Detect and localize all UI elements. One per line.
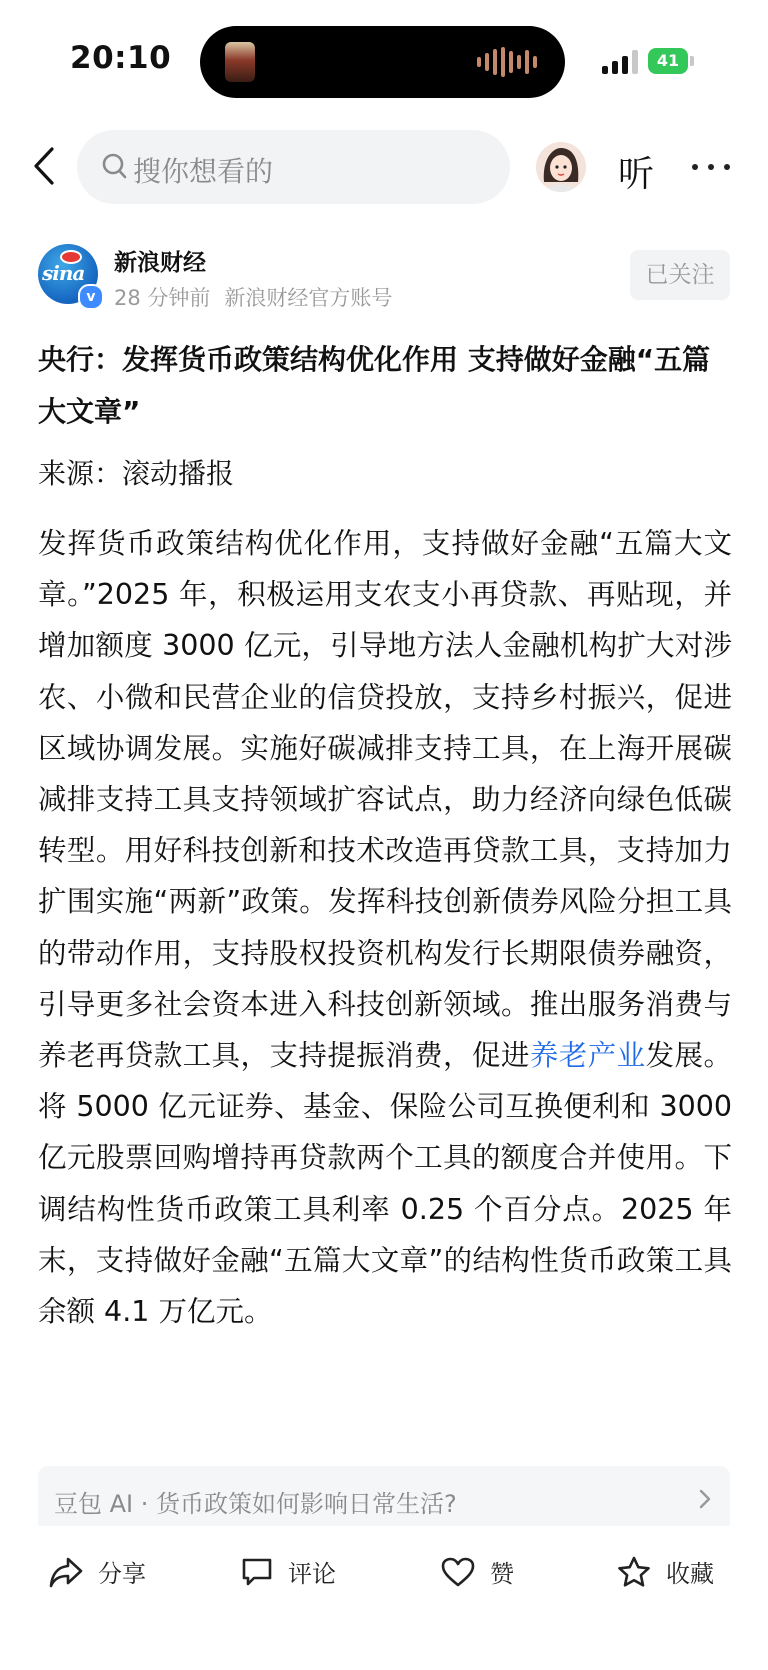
status-time: 20:10	[70, 40, 172, 76]
ai-suggestion-bar[interactable]	[38, 1466, 730, 1532]
share-label: 分享	[98, 1560, 146, 1588]
ai-suggestion-text: 豆包 AI · 货币政策如何影响日常生活?	[54, 1490, 457, 1518]
comment-icon	[240, 1556, 274, 1588]
search-icon	[101, 152, 129, 182]
dynamic-island[interactable]	[200, 26, 565, 98]
now-playing-thumbnail	[225, 42, 255, 82]
audio-wave-icon	[477, 46, 537, 78]
star-icon	[616, 1555, 652, 1589]
battery-level: 41	[648, 48, 688, 74]
article-source: 来源：滚动播报	[38, 457, 235, 490]
follow-button[interactable]: 已关注	[630, 250, 730, 300]
verified-badge-icon: v	[78, 284, 104, 310]
signal-icon	[602, 50, 638, 74]
listen-button[interactable]: 听	[618, 154, 655, 195]
avatar[interactable]	[536, 142, 586, 192]
like-label: 赞	[490, 1560, 514, 1588]
bottom-toolbar	[0, 1526, 768, 1670]
sina-logo: sina	[42, 261, 85, 285]
article-body	[38, 518, 732, 1337]
author-meta	[114, 282, 406, 312]
search-input[interactable]	[77, 130, 510, 204]
heart-icon	[440, 1556, 476, 1588]
share-button[interactable]	[48, 1554, 146, 1589]
article-body-part2: 发展。将 5000 亿元证券、基金、保险公司互换便利和 3000 亿元股票回购增持再贷款两个工具的额度合并使用。下调结构性货币政策工具利率 0.25 个百分点。2025 年末，支持做好金融“五篇大文章”的结构性货币政策工具余额 4.1 万亿元。	[38, 1039, 732, 1329]
comment-button[interactable]	[240, 1554, 336, 1589]
chevron-left-icon	[30, 146, 58, 186]
article-keyword-link[interactable]: 养老产业	[529, 1039, 646, 1073]
more-dots-icon[interactable]	[692, 164, 730, 170]
comment-label: 评论	[288, 1560, 336, 1588]
like-button[interactable]	[440, 1554, 514, 1589]
back-button[interactable]	[30, 146, 70, 186]
chevron-right-icon	[698, 1488, 712, 1510]
share-icon	[48, 1555, 84, 1589]
search-placeholder: 搜你想看的	[133, 155, 274, 188]
favorite-label: 收藏	[666, 1560, 714, 1588]
favorite-button[interactable]	[616, 1554, 714, 1589]
article-body-part1: 发挥货币政策结构优化作用，支持做好金融“五篇大文章。”2025 年，积极运用支农支小再贷款、再贴现，并增加额度 3000 亿元，引导地方法人金融机构扩大对涉农、小微和民营企业的信贷投放，支持乡村振兴，促进区域协调发展。实施好碳减排支持工具，在上海开展碳减排支持工具支持领域扩容试点，助力经济向绿色低碳转型。用好科技创新和技术改造再贷款工具，支持加力扩围实施“两新”政策。发挥科技创新债券风险分担工具的带动作用，支持股权投资机构发行长期限债券融资，引导更多社会资本进入科技创新领域。推出服务消费与养老再贷款工具，支持提振消费，促进	[38, 527, 732, 1073]
post-time: 28 分钟前	[114, 286, 211, 310]
article-title: 央行：发挥货币政策结构优化作用 支持做好金融“五篇大文章”	[38, 343, 711, 428]
author-name[interactable]: 新浪财经	[114, 250, 206, 276]
battery-icon	[648, 48, 694, 74]
account-type: 新浪财经官方账号	[224, 286, 393, 310]
